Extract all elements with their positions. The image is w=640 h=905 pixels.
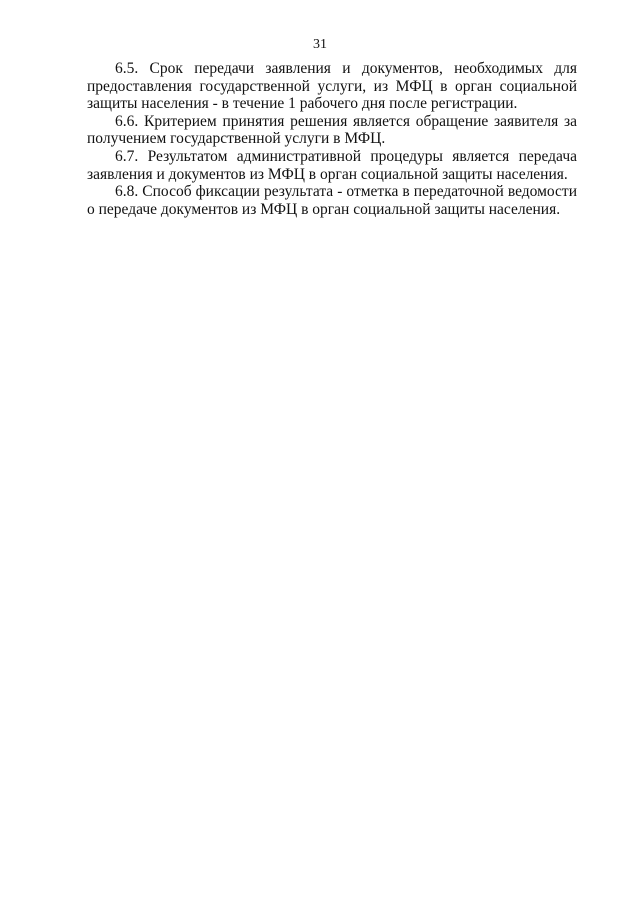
page-number: 31 — [313, 37, 327, 52]
paragraph-6-7: 6.7. Результатом административной процедуры является передача заявления и документов из МФЦ в орган социальной защиты населения. — [87, 147, 577, 183]
document-body — [87, 60, 577, 218]
paragraph-6-8: 6.8. Способ фиксации результата - отметка в передаточной ведомости о передаче документов из МФЦ в орган социальной защиты населения. — [87, 183, 577, 218]
paragraph-6-6: 6.6. Критерием принятия решения является обращение заявителя за получением государственной услуги в МФЦ. — [87, 112, 577, 148]
paragraph-6-5: 6.5. Срок передачи заявления и документов, необходимых для предоставления государственной услуги, из МФЦ в орган социальной защиты населения - в течение 1 рабочего дня после регистрации. — [87, 60, 577, 113]
